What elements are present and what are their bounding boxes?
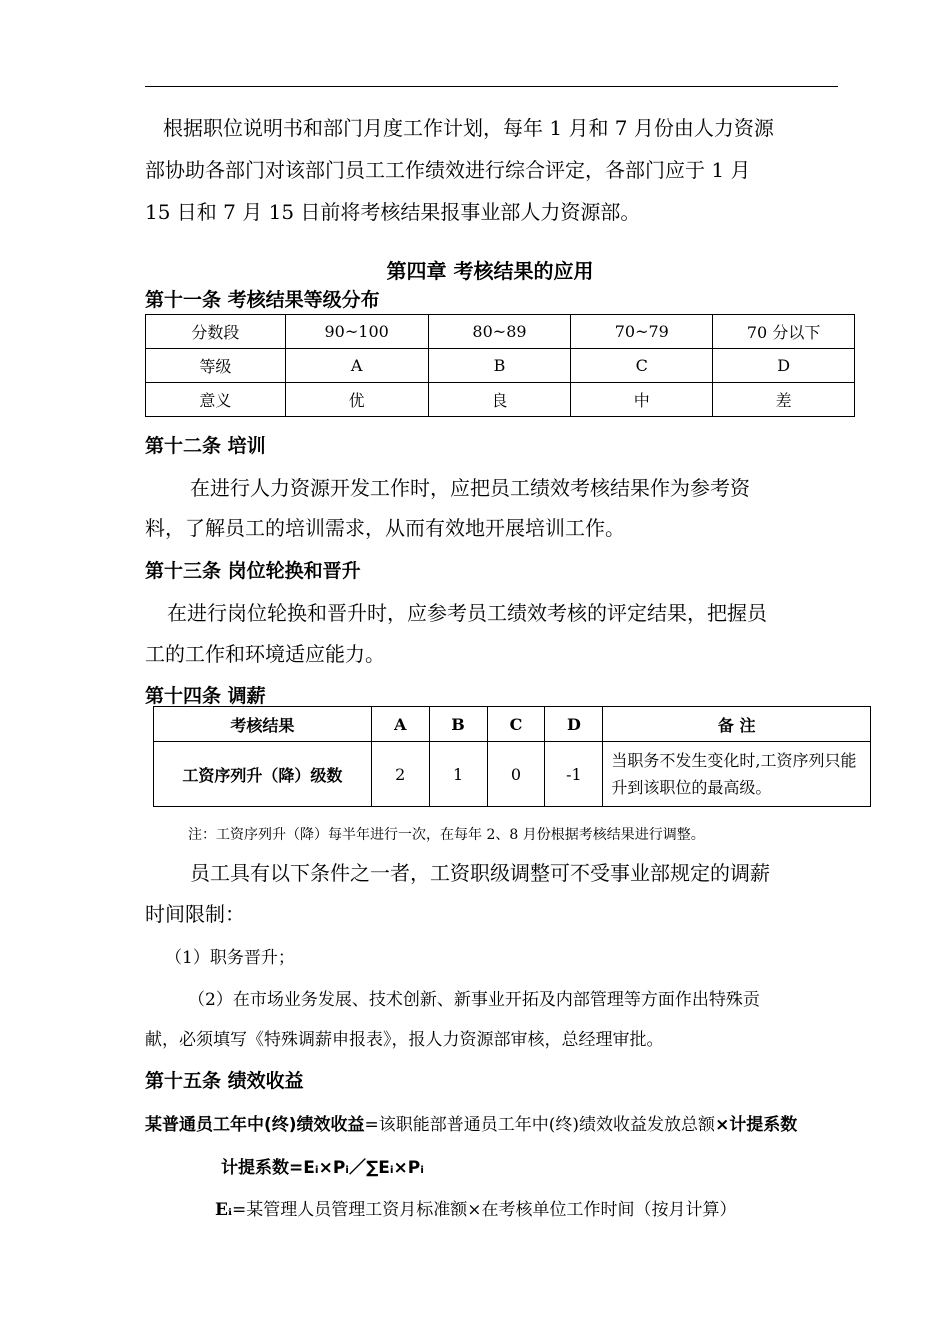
intro-line-3: 15 日和 7 月 15 日前将考核结果报事业部人力资源部。 [145,200,641,224]
table-cell: 优 [285,383,428,417]
formula-ei-symbol: Eᵢ [215,1200,233,1220]
formula-bonus [145,1110,797,1135]
salary-paragraph-line-1: 员工具有以下条件之一者，工资职级调整可不受事业部规定的调薪 [190,861,770,885]
condition-item-2-line-1: （2）在市场业务发展、技术创新、新事业开拓及内部管理等方面作出特殊贡 [188,990,760,1010]
table-note: 注：工资序列升（降）每半年进行一次，在每年 2、8 月份根据考核结果进行调整。 [188,827,705,843]
article-11-heading: 第十一条 考核结果等级分布 [145,289,380,311]
intro-line-1: 根据职位说明书和部门月度工作计划，每年 1 月和 7 月份由人力资源 [163,116,774,140]
formula-ei-definition: =某管理人员管理工资月标准额×在考核单位工作时间（按月计算） [232,1200,737,1220]
table-header-cell: D [545,707,603,742]
table-cell: 中 [571,383,713,417]
table-cell: 1 [429,742,487,807]
table-cell: 70~79 [571,315,713,349]
table-row [146,315,855,349]
article-13-line-2: 工的工作和环境适应能力。 [145,642,385,666]
header-rule [145,86,838,87]
article-15-heading: 第十五条 绩效收益 [145,1070,304,1092]
formula-bonus-subject: 某普通员工年中(终)绩效收益 [145,1115,365,1135]
grade-distribution-table [145,314,855,417]
formula-ei [215,1195,737,1220]
formula-coefficient: 计提系数=Eᵢ×Pᵢ／∑Eᵢ×Pᵢ [221,1158,424,1178]
table-cell: 80~89 [428,315,571,349]
table-cell: 分数段 [146,315,286,349]
table-cell: B [428,349,571,383]
table-cell: C [571,349,713,383]
table-cell: 0 [487,742,545,807]
table-header-cell: C [487,707,545,742]
table-cell: 差 [713,383,855,417]
table-cell: 90~100 [285,315,428,349]
table-row [146,383,855,417]
table-header-cell: 考核结果 [154,707,372,742]
article-13-heading: 第十三条 岗位轮换和晋升 [145,560,361,582]
table-row [154,742,871,807]
table-cell: 意义 [146,383,286,417]
chapter-title: 第四章 考核结果的应用 [386,259,594,283]
table-cell: A [285,349,428,383]
table-cell: -1 [545,742,603,807]
salary-adjustment-table [153,706,871,807]
table-header-cell: A [371,707,429,742]
table-cell: 等级 [146,349,286,383]
remark-cell: 当职务不发生变化时,工资序列只能升到该职位的最高级。 [603,742,871,807]
article-14-heading: 第十四条 调薪 [145,685,266,707]
condition-item-2-line-2: 献，必须填写《特殊调薪申报表》，报人力资源部审核，总经理审批。 [145,1030,664,1050]
table-cell: 70 分以下 [713,315,855,349]
table-cell: 工资序列升（降）级数 [154,742,372,807]
formula-bonus-factor: ×计提系数 [715,1115,798,1135]
article-12-line-2: 料，了解员工的培训需求，从而有效地开展培训工作。 [145,516,625,540]
article-12-line-1: 在进行人力资源开发工作时，应把员工绩效考核结果作为参考资 [190,476,750,500]
table-cell: 良 [428,383,571,417]
table-cell: D [713,349,855,383]
condition-item-1: （1）职务晋升； [165,948,295,968]
salary-paragraph-line-2: 时间限制： [145,902,245,926]
article-12-heading: 第十二条 培训 [145,435,266,457]
table-header-cell: B [429,707,487,742]
intro-line-2: 部协助各部门对该部门员工工作绩效进行综合评定，各部门应于 1 月 [145,158,751,182]
table-header-row [154,707,871,742]
table-header-cell: 备 注 [603,707,871,742]
article-13-line-1: 在进行岗位轮换和晋升时，应参考员工绩效考核的评定结果，把握员 [167,601,767,625]
table-row [146,349,855,383]
formula-bonus-expression: =该职能部普通员工年中(终)绩效收益发放总额 [364,1115,716,1135]
table-cell: 2 [371,742,429,807]
